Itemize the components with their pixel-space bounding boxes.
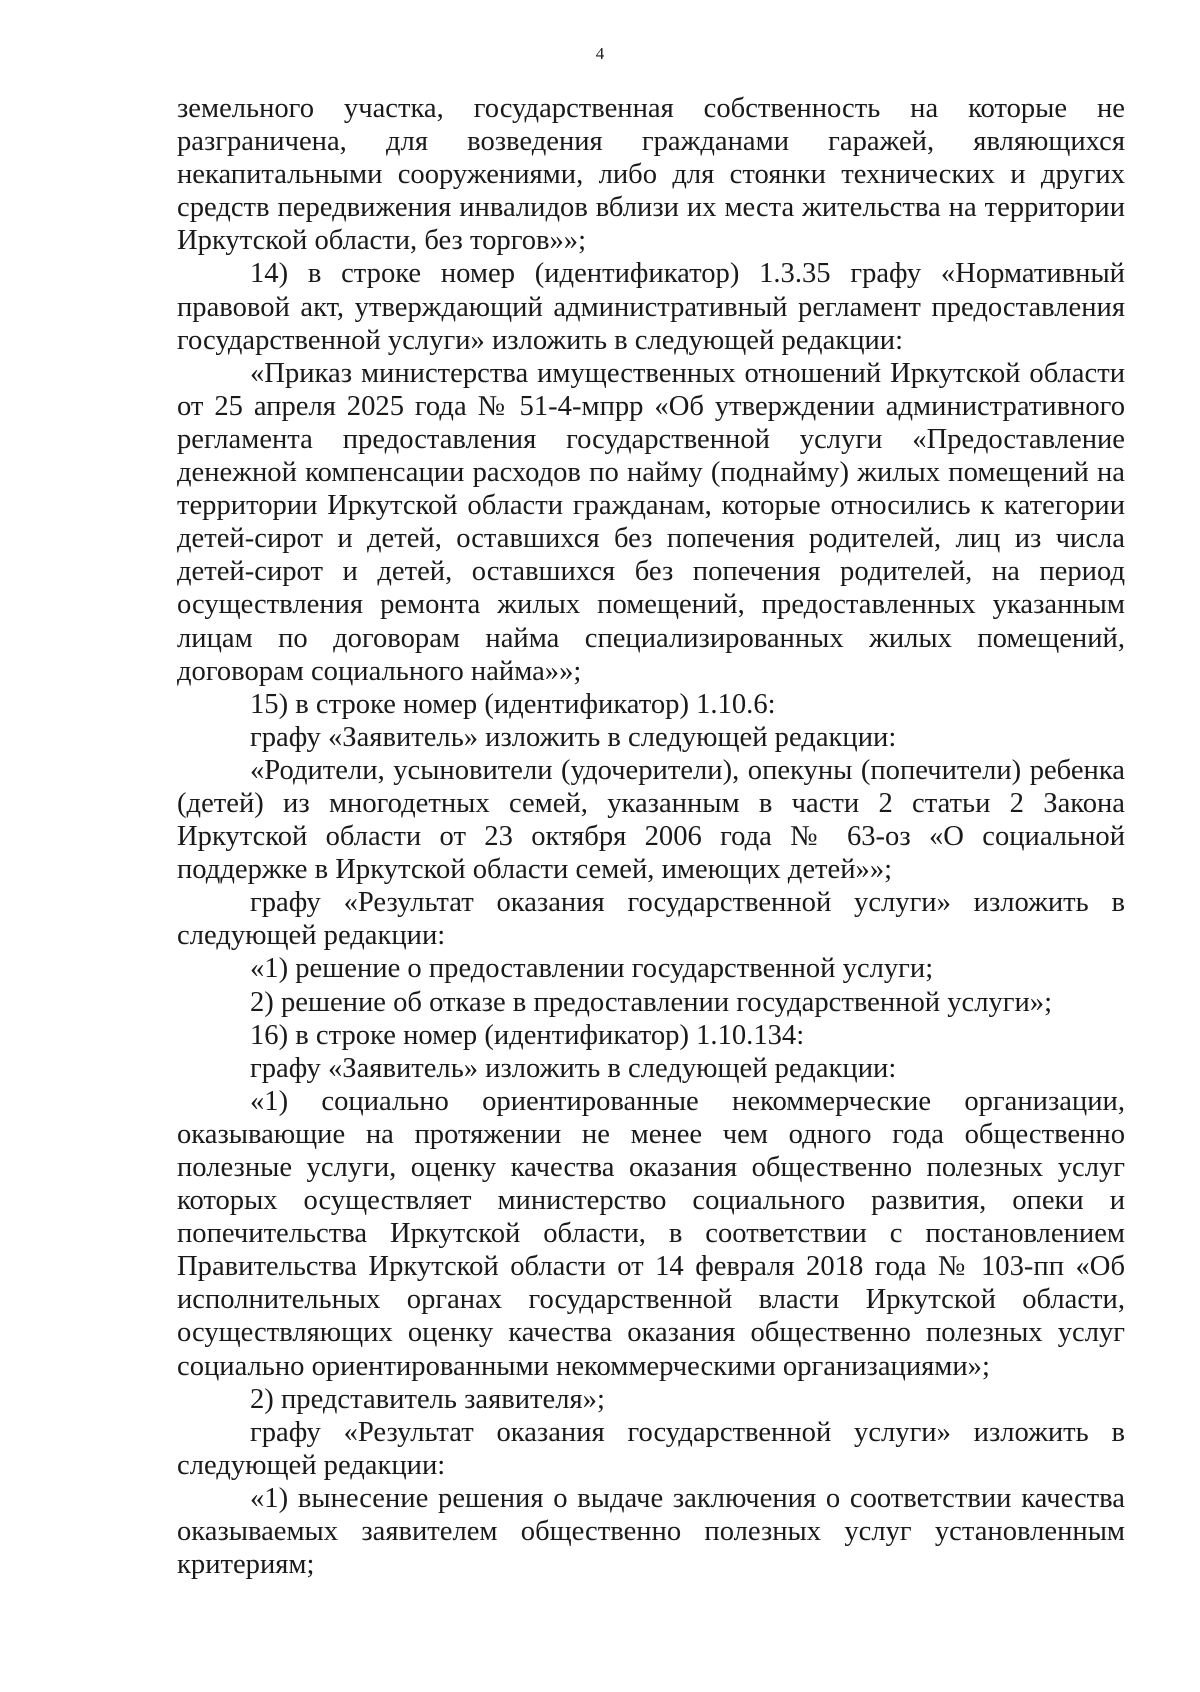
- paragraph-order-quote: «Приказ министерства имущественных отношений Иркутской области от 25 апреля 2025 года № 51-4-мпрр «Об утверждении административного регламента предоставления государственной услуги «Предоставление денежной компенсации расходов по найму (поднайму) жилых помещений на территории Иркутской области гражданам, которые относились к категории детей-сирот и детей, оставшихся без попечения родителей, лиц из числа детей-сирот и детей, оставшихся без попечения родителей, на период осуществления ремонта жилых помещений, предоставленных указанным лицам по договорам найма специализированных жилых помещений, договорам социального найма»»;: [177, 357, 1125, 687]
- paragraph-representative: 2) представитель заявителя»;: [250, 1383, 605, 1415]
- paragraph-applicant-column: графу «Заявитель» изложить в следующей редакции:: [250, 721, 897, 753]
- paragraph-result-column: графу «Результат оказания государственной услуги» изложить в следующей редакции:: [177, 887, 1125, 952]
- paragraph-continuation: земельного участка, государственная собственность на которые не разграничена, для возведения гражданами гаражей, являющихся некапитальными сооружениями, либо для стоянки технических и других средств передвижения инвалидов вблизи их места жительства на территории Иркутской области, без торгов»»;: [177, 93, 1125, 257]
- paragraph-item-14: 14) в строке номер (идентификатор) 1.3.35 графу «Нормативный правовой акт, утверждающий административный регламент предоставления государственной услуги» изложить в следующей редакции:: [177, 258, 1125, 356]
- paragraph-result-column-2: графу «Результат оказания государственной услуги» изложить в следующей редакции:: [177, 1416, 1125, 1481]
- paragraph-result-2: 2) решение об отказе в предоставлении государственной услуги»;: [250, 986, 1053, 1018]
- paragraph-organizations-quote: «1) социально ориентированные некоммерческие организации, оказывающие на протяжении не менее чем одного года общественно полезные услуги, оценку качества оказания общественно полезных услуг которых осуществляет министерство социального развития, опеки и попечительства Иркутской области, в соответствии с постановлением Правительства Иркутской области от 14 февраля 2018 года № 103-пп «Об исполнительных органах государственной власти Иркутской области, осуществляющих оценку качества оказания общественно полезных услуг социально ориентированными некоммерческими организациями»;: [177, 1085, 1125, 1382]
- paragraph-result-1: «1) решение о предоставлении государственной услуги;: [250, 953, 934, 985]
- paragraph-applicant-column-2: графу «Заявитель» изложить в следующей редакции:: [250, 1052, 897, 1084]
- paragraph-item-16: 16) в строке номер (идентификатор) 1.10.134:: [250, 1019, 805, 1051]
- paragraph-item-15: 15) в строке номер (идентификатор) 1.10.6:: [250, 688, 776, 720]
- paragraph-parents-quote: «Родители, усыновители (удочерители), опекуны (попечители) ребенка (детей) из многодетных семей, указанным в части 2 статьи 2 Закона Иркутской области от 23 октября 2006 года № 63-оз «О социальной поддержке в Иркутской области семей, имеющих детей»»;: [177, 754, 1125, 886]
- paragraph-conclusion-decision: «1) вынесение решения о выдаче заключения о соответствии качества оказываемых заявителем общественно полезных услуг установленным критериям;: [177, 1482, 1125, 1581]
- page-number: 4: [595, 44, 605, 63]
- document-body: [177, 92, 1125, 1581]
